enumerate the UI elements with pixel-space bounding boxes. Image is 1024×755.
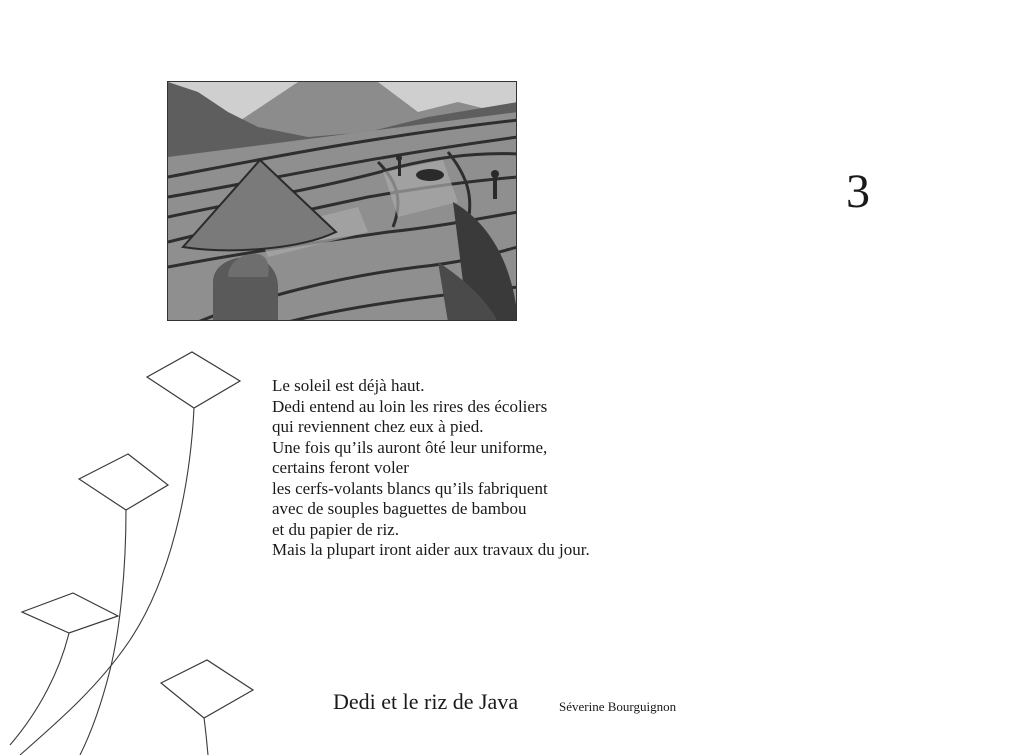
page-number: 3 (846, 165, 870, 218)
kite-3 (22, 593, 118, 633)
poem-line: avec de souples baguettes de bambou (272, 499, 527, 518)
poem-line: et du papier de riz. (272, 519, 399, 539)
poem-line: les cerfs-volants blancs qu’ils fabriquent (272, 478, 548, 498)
poem-line: Mais la plupart iront aider aux travaux du jour. (272, 540, 590, 559)
rice-terrace-illustration (167, 81, 517, 321)
illustration-drawing (168, 82, 517, 321)
kite-1 (147, 352, 240, 408)
poem-text (272, 376, 590, 561)
book-title: Dedi et le riz de Java (333, 689, 519, 714)
kite-2 (79, 454, 168, 510)
kite-4 (161, 660, 253, 718)
kites-drawing (0, 340, 260, 755)
poem-line: Une fois qu’ils auront ôté leur uniforme, (272, 437, 548, 457)
kite-strings (10, 408, 208, 755)
author-name: Séverine Bourguignon (559, 699, 677, 714)
poem-line: Le soleil est déjà haut. (272, 376, 425, 395)
poem-line: certains feront voler (272, 458, 409, 477)
poem-line: Dedi entend au loin les rires des écoliers (272, 396, 548, 416)
poem-line: qui reviennent chez eux à pied. (272, 417, 484, 436)
